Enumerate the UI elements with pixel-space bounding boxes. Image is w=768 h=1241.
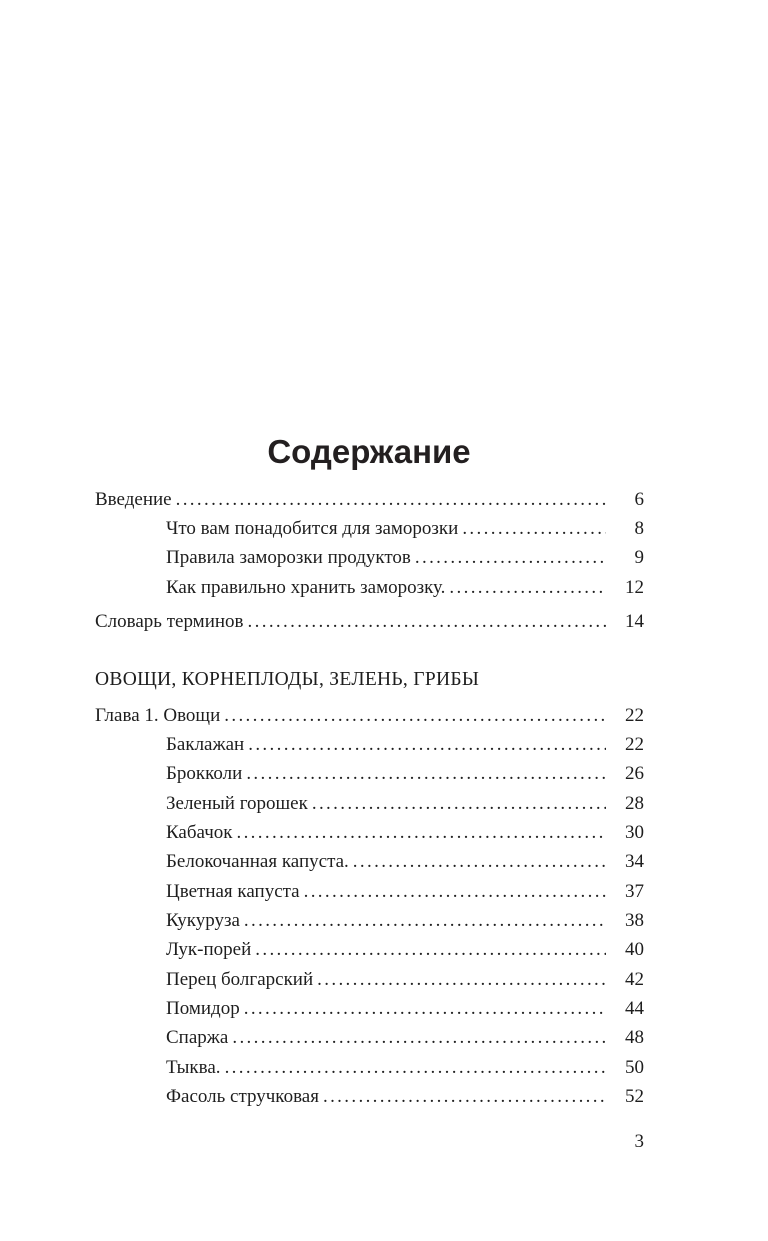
toc-entry[interactable] [166,573,644,603]
toc-entry[interactable] [166,543,644,573]
toc-entry-page-number: 8 [634,518,644,539]
dot-leader [172,485,606,515]
toc-entry-label: Тыква. [166,1057,221,1078]
toc-entry-label: Лук-порей [166,939,252,960]
dot-leader [251,935,606,965]
dot-leader [300,877,606,907]
dot-leader [244,730,606,760]
toc-entry-label: Кабачок [166,822,233,843]
toc-entry-label: Правила заморозки продуктов [166,547,411,568]
toc-entry-page-number: 50 [625,1057,644,1078]
toc-entry-page-number: 12 [625,577,644,598]
toc-entry[interactable] [166,965,644,995]
toc-entry[interactable] [166,935,644,965]
toc-entry-page-number: 6 [634,489,644,510]
toc-entry-page-number: 44 [625,998,644,1019]
toc-entry-page-number: 52 [625,1086,644,1107]
dot-leader [319,1082,606,1112]
toc-entry[interactable] [166,730,644,760]
dot-leader [308,789,606,819]
dot-leader [458,514,606,544]
toc-entry-page-number: 34 [625,851,644,872]
dot-leader [240,906,606,936]
toc-entry-label: Белокочанная капуста. [166,851,349,872]
toc-entry-label: Фасоль стручковая [166,1086,319,1107]
toc-entry-label: Помидор [166,998,240,1019]
toc-entry-label: Кукуруза [166,910,240,931]
toc-entry-page-number: 9 [634,547,644,568]
dot-leader [313,965,606,995]
toc-entry-label: Словарь терминов [95,611,244,632]
toc-entry[interactable] [166,1053,644,1083]
toc-entry-page-number: 30 [625,822,644,843]
page-number: 3 [634,1131,644,1152]
toc-entry[interactable] [166,1082,644,1112]
toc-entry-page-number: 37 [625,881,644,902]
dot-leader [349,847,606,877]
dot-leader [445,573,606,603]
toc-entry[interactable] [166,759,644,789]
toc-entry-chapter[interactable] [95,701,644,731]
section-heading: ОВОЩИ, КОРНЕПЛОДЫ, ЗЕЛЕНЬ, ГРИБЫ [95,669,480,690]
toc-entry-page-number: 22 [625,705,644,726]
toc-entry-introduction[interactable] [95,485,644,515]
toc-entry-page-number: 42 [625,969,644,990]
toc-entry-label: Введение [95,489,172,510]
toc-entry-label: Цветная капуста [166,881,300,902]
dot-leader [411,543,606,573]
toc-entry-page-number: 48 [625,1027,644,1048]
toc-entry-label: Глава 1. Овощи [95,705,221,726]
dot-leader [220,701,606,731]
page-title: Содержание [267,433,471,471]
toc-entry[interactable] [166,1023,644,1053]
toc-entry[interactable] [166,994,644,1024]
dot-leader [228,1023,606,1053]
dot-leader [240,994,606,1024]
dot-leader [244,607,606,637]
toc-entry[interactable] [166,514,644,544]
toc-entry-page-number: 40 [625,939,644,960]
toc-entry-glossary[interactable] [95,607,644,637]
dot-leader [242,759,606,789]
toc-entry-label: Перец болгарский [166,969,314,990]
toc-entry-label: Брокколи [166,763,243,784]
toc-entry-page-number: 22 [625,734,644,755]
toc-entry[interactable] [166,818,644,848]
toc-entry-page-number: 14 [625,611,644,632]
dot-leader [221,1053,606,1083]
toc-entry-label: Зеленый горошек [166,793,308,814]
toc-entry[interactable] [166,906,644,936]
toc-entry[interactable] [166,847,644,877]
toc-entry-label: Спаржа [166,1027,229,1048]
toc-entry[interactable] [166,789,644,819]
toc-entry-page-number: 26 [625,763,644,784]
toc-entry[interactable] [166,877,644,907]
toc-entry-page-number: 38 [625,910,644,931]
toc-entry-label: Как правильно хранить заморозку. [166,577,446,598]
dot-leader [232,818,606,848]
toc-entry-label: Что вам понадобится для заморозки [166,518,459,539]
toc-entry-label: Баклажан [166,734,245,755]
toc-entry-page-number: 28 [625,793,644,814]
